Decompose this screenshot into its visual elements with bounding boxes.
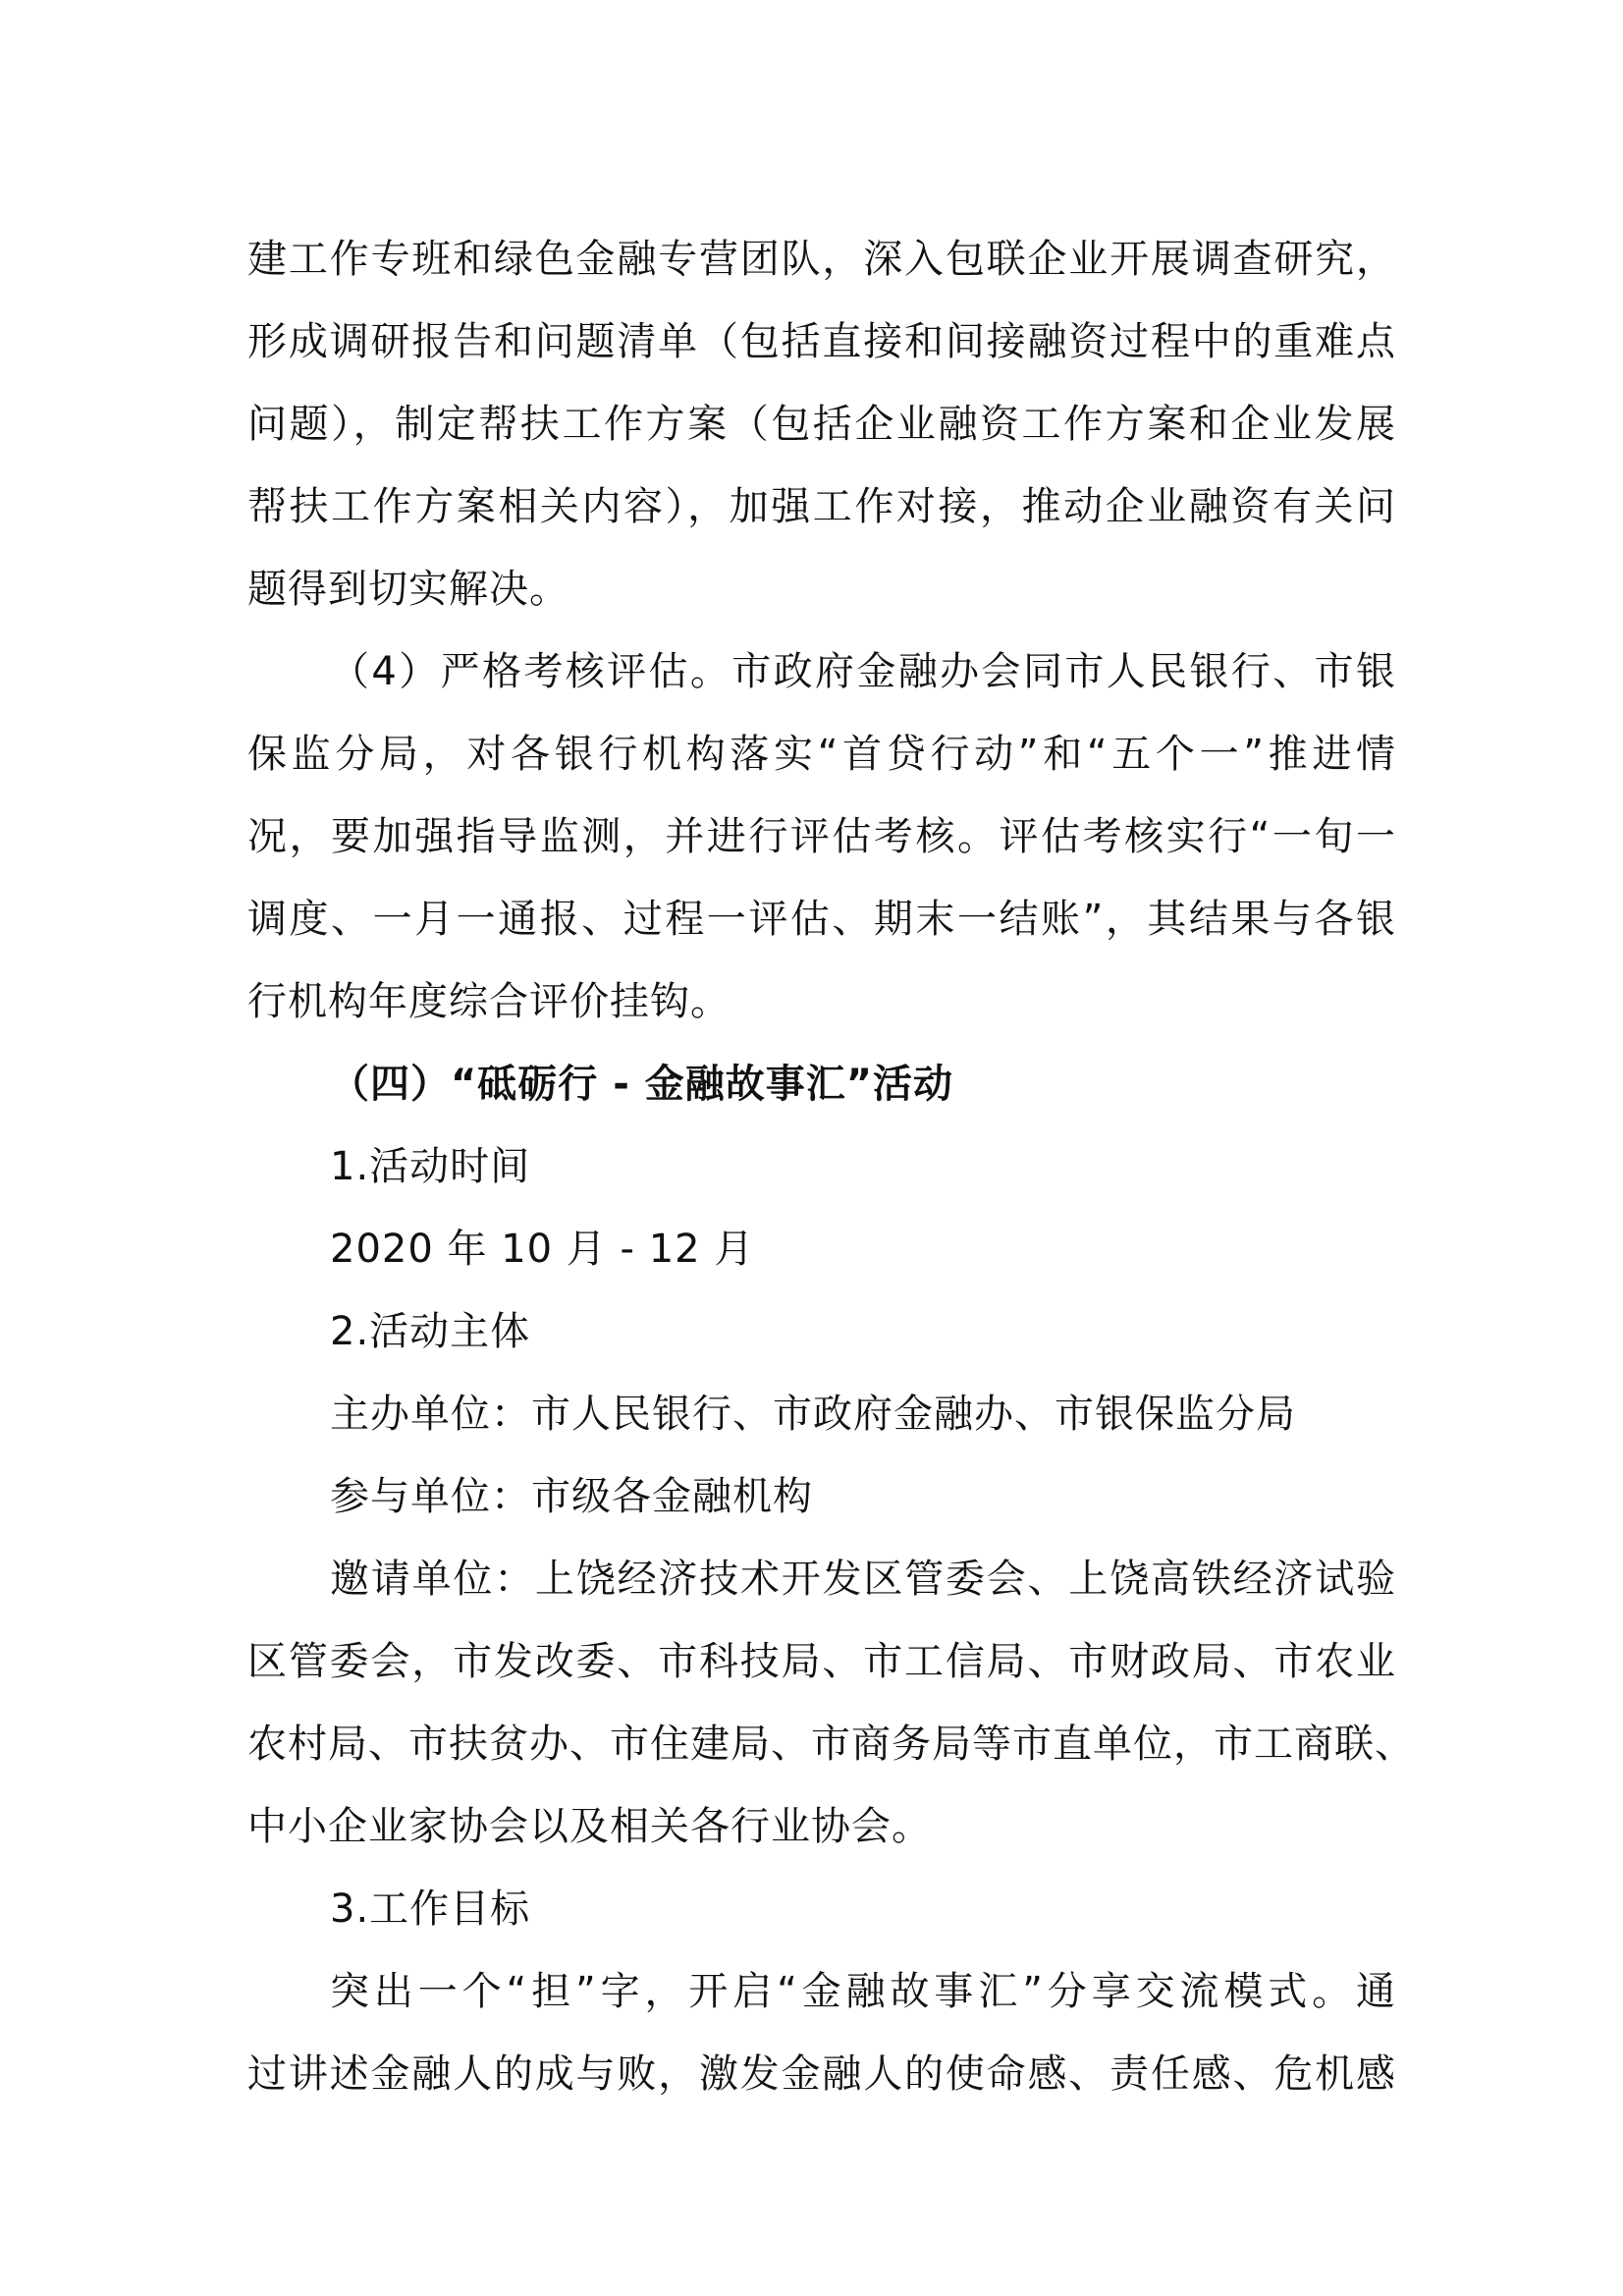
paragraph-line: 参与单位：市级各金融机构 bbox=[330, 1474, 813, 1519]
paragraph-line: 保监分局，对各银行机构落实“首贷行动”和“五个一”推进情 bbox=[247, 732, 1396, 777]
document-page bbox=[247, 218, 1415, 2115]
section-heading: （四）“砥砺行 - 金融故事汇”活动 bbox=[330, 1062, 954, 1107]
paragraph-line: 问题），制定帮扶工作方案（包括企业融资工作方案和企业发展 bbox=[247, 402, 1396, 447]
subheading: 1.活动时间 bbox=[330, 1144, 531, 1189]
paragraph-line: 过讲述金融人的成与败，激发金融人的使命感、责任感、危机感 bbox=[247, 2051, 1396, 2097]
paragraph-line: 帮扶工作方案相关内容），加强工作对接，推动企业融资有关问 bbox=[247, 484, 1396, 529]
subheading: 3.工作目标 bbox=[330, 1886, 531, 1932]
paragraph-line: 2020 年 10 月 - 12 月 bbox=[330, 1227, 755, 1272]
subheading: 2.活动主体 bbox=[330, 1309, 531, 1354]
paragraph-line: 突出一个“担”字，开启“金融故事汇”分享交流模式。通 bbox=[330, 1969, 1396, 2014]
paragraph-line: 行机构年度综合评价挂钩。 bbox=[247, 979, 730, 1024]
paragraph-line: 中小企业家协会以及相关各行业协会。 bbox=[247, 1804, 932, 1849]
paragraph-line: 区管委会，市发改委、市科技局、市工信局、市财政局、市农业 bbox=[247, 1639, 1396, 1684]
paragraph-line: 建工作专班和绿色金融专营团队，深入包联企业开展调查研究， bbox=[247, 237, 1396, 282]
paragraph-line: 况，要加强指导监测，并进行评估考核。评估考核实行“一旬一 bbox=[247, 814, 1396, 859]
paragraph-line: 题得到切实解决。 bbox=[247, 567, 569, 612]
paragraph-line: 形成调研报告和问题清单（包括直接和间接融资过程中的重难点 bbox=[247, 319, 1396, 364]
paragraph-line: （4）严格考核评估。市政府金融办会同市人民银行、市银 bbox=[330, 649, 1396, 694]
paragraph-line: 农村局、市扶贫办、市住建局、市商务局等市直单位，市工商联、 bbox=[247, 1722, 1415, 1767]
paragraph-line: 主办单位：市人民银行、市政府金融办、市银保监分局 bbox=[330, 1392, 1296, 1437]
paragraph-line: 调度、一月一通报、过程一评估、期末一结账”，其结果与各银 bbox=[247, 897, 1396, 942]
paragraph-line: 邀请单位：上饶经济技术开发区管委会、上饶高铁经济试验 bbox=[330, 1557, 1396, 1602]
